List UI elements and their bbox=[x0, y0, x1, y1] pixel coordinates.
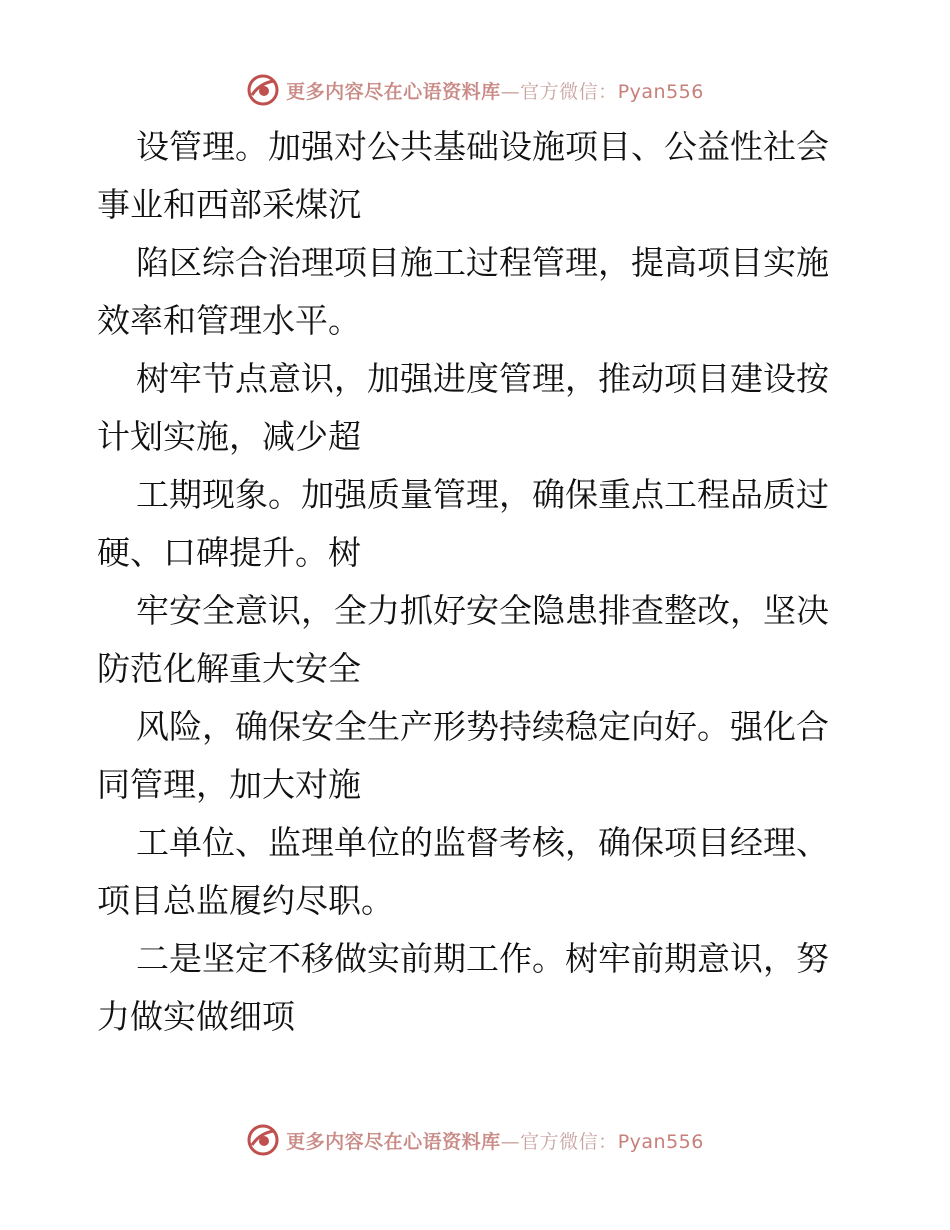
paragraph-line: 设管理。加强对公共基础设施项目、公益性社会 bbox=[136, 127, 829, 166]
watermark-label: 官方微信： bbox=[520, 1130, 618, 1153]
header-watermark bbox=[0, 70, 950, 110]
watermark-id: Pyan556 bbox=[617, 80, 704, 103]
paragraph bbox=[97, 118, 857, 234]
watermark-separator: — bbox=[500, 80, 521, 103]
watermark-name: 更多内容尽在心语资料库 bbox=[286, 80, 501, 103]
paragraph bbox=[97, 698, 857, 814]
watermark-name: 更多内容尽在心语资料库 bbox=[286, 1130, 501, 1153]
paragraph bbox=[97, 582, 857, 698]
watermark-separator: — bbox=[500, 1130, 521, 1153]
paragraph bbox=[97, 350, 857, 466]
paragraph bbox=[97, 234, 857, 350]
watermark-text bbox=[286, 1127, 704, 1154]
paragraph-line: 风险，确保安全生产形势持续稳定向好。强化合 bbox=[136, 707, 829, 746]
paragraph-line: 力做实做细项 bbox=[97, 997, 295, 1036]
paragraph-line: 事业和西部采煤沉 bbox=[97, 185, 361, 224]
paragraph bbox=[97, 930, 857, 1046]
paragraph-line: 效率和管理水平。 bbox=[97, 301, 361, 340]
watermark-text bbox=[286, 77, 704, 104]
paragraph-line: 工期现象。加强质量管理，确保重点工程品质过 bbox=[136, 475, 829, 514]
paragraph-line: 树牢节点意识，加强进度管理，推动项目建设按 bbox=[136, 359, 829, 398]
document-body bbox=[97, 118, 857, 1046]
watermark-id: Pyan556 bbox=[617, 1130, 704, 1153]
paragraph-line: 牢安全意识，全力抓好安全隐患排查整改，坚决 bbox=[136, 591, 829, 630]
paragraph-line: 二是坚定不移做实前期工作。树牢前期意识，努 bbox=[136, 939, 829, 978]
logo-icon bbox=[246, 73, 280, 107]
paragraph-line: 陷区综合治理项目施工过程管理，提高项目实施 bbox=[136, 243, 829, 282]
paragraph-line: 工单位、监理单位的监督考核，确保项目经理、 bbox=[136, 823, 829, 862]
paragraph-line: 硬、口碑提升。树 bbox=[97, 533, 361, 572]
watermark-label: 官方微信： bbox=[520, 80, 618, 103]
paragraph-line: 同管理，加大对施 bbox=[97, 765, 361, 804]
paragraph-line: 计划实施，减少超 bbox=[97, 417, 361, 456]
paragraph bbox=[97, 814, 857, 930]
paragraph-line: 项目总监履约尽职。 bbox=[97, 881, 394, 920]
paragraph bbox=[97, 466, 857, 582]
footer-watermark bbox=[0, 1120, 950, 1160]
paragraph-line: 防范化解重大安全 bbox=[97, 649, 361, 688]
logo-icon bbox=[246, 1123, 280, 1157]
